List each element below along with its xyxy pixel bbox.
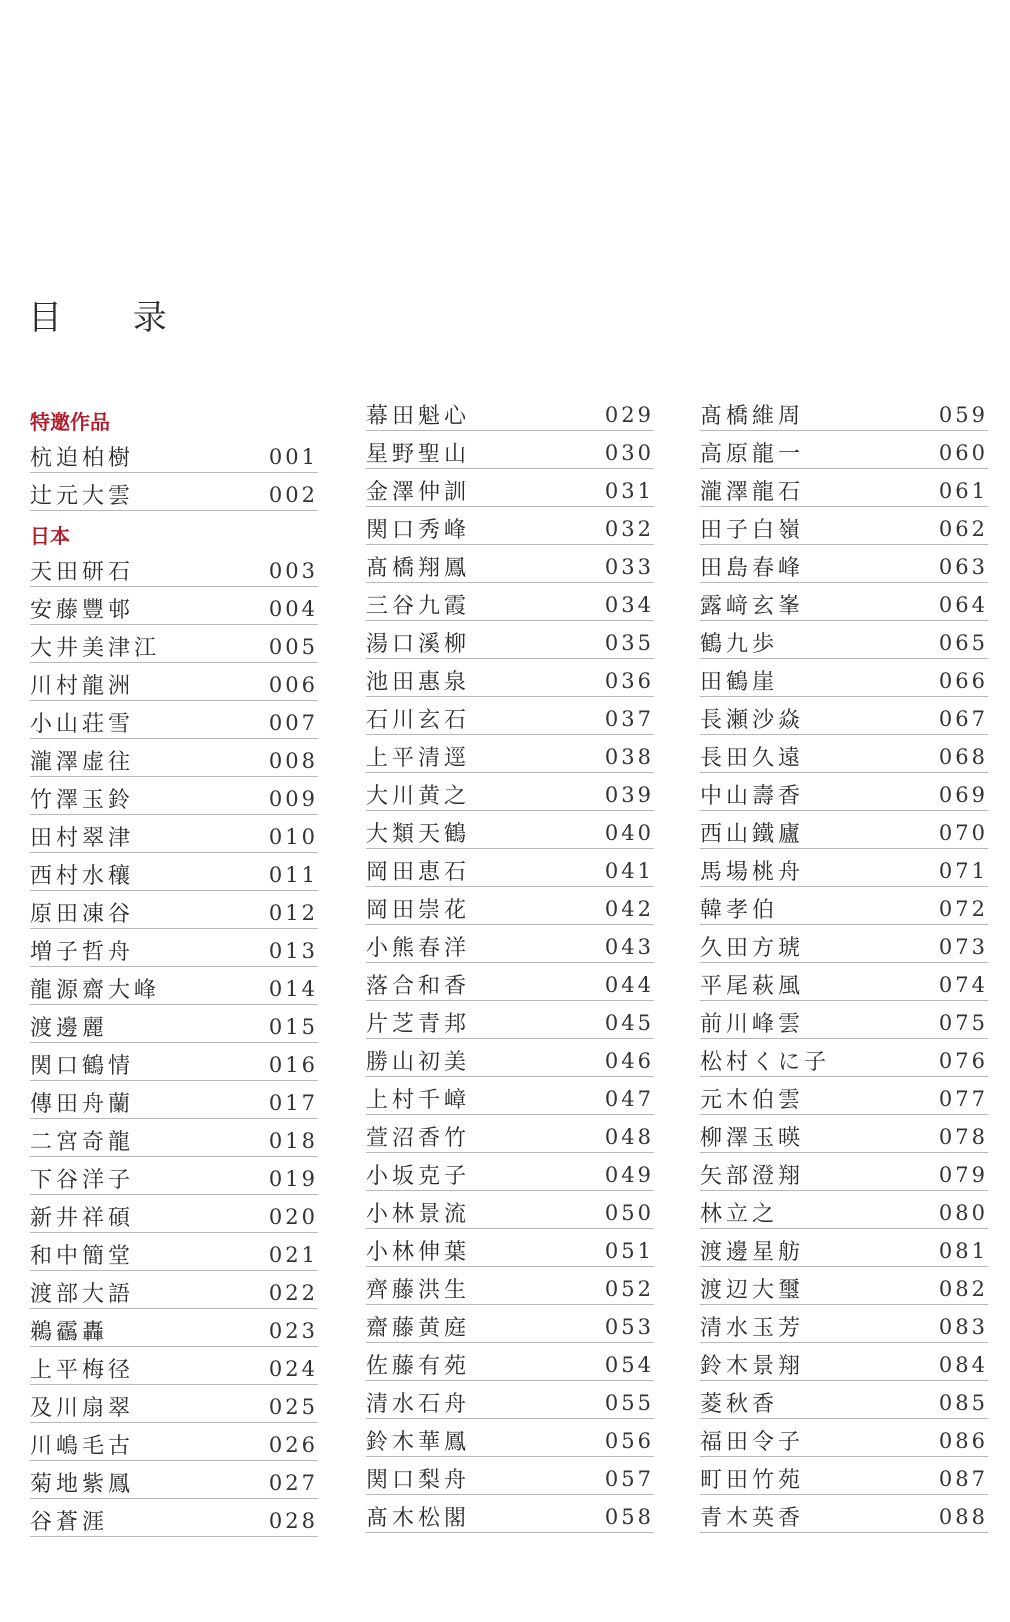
toc-entry	[700, 925, 988, 963]
toc-entry	[700, 887, 988, 925]
toc-entry	[700, 1229, 988, 1267]
entry-name: 大川黄之	[366, 784, 471, 809]
entry-name: 長田久遠	[700, 746, 805, 771]
entry-name: 二宮奇龍	[30, 1130, 135, 1155]
entry-name: 辻元大雲	[30, 484, 135, 509]
toc-entry	[700, 1343, 988, 1381]
toc-entry	[366, 399, 654, 431]
entry-page-number: 013	[268, 938, 318, 963]
entry-page-number: 020	[268, 1204, 318, 1229]
toc-entry	[30, 1157, 318, 1195]
entry-name: 高原龍一	[700, 442, 805, 467]
entry-page-number: 026	[268, 1432, 318, 1457]
toc-entry	[700, 1305, 988, 1343]
entry-name: 矢部澄翔	[700, 1164, 805, 1189]
entry-page-number: 018	[268, 1128, 318, 1153]
toc-entry	[30, 1499, 318, 1537]
toc-entry	[366, 1115, 654, 1153]
toc-entry	[366, 507, 654, 545]
entry-name: 清水玉芳	[700, 1316, 805, 1341]
entry-name: 柳澤玉暎	[700, 1126, 805, 1151]
entry-page-number: 088	[938, 1504, 988, 1529]
toc-entry	[366, 925, 654, 963]
entry-name: 元木伯雲	[700, 1088, 805, 1113]
toc-entry	[30, 701, 318, 739]
entry-page-number: 063	[938, 554, 988, 579]
entry-page-number: 041	[604, 858, 654, 883]
toc-entry	[700, 1495, 988, 1533]
entry-page-number: 075	[938, 1010, 988, 1035]
entry-name: 湯口溪柳	[366, 632, 471, 657]
toc-entry	[366, 735, 654, 773]
toc-entry	[700, 621, 988, 659]
toc-entry	[366, 811, 654, 849]
entry-name: 上村千嶂	[366, 1088, 471, 1113]
toc-entry	[700, 1381, 988, 1419]
toc-entry	[366, 1077, 654, 1115]
entry-page-number: 050	[604, 1200, 654, 1225]
entry-page-number: 059	[938, 402, 988, 427]
toc-entry	[700, 1153, 988, 1191]
entry-name: 和中簡堂	[30, 1244, 135, 1269]
entry-name: 田村翠津	[30, 826, 135, 851]
entry-name: 小山荘雪	[30, 712, 135, 737]
entry-page-number: 071	[938, 858, 988, 883]
toc-entry	[30, 1119, 318, 1157]
toc-entry	[366, 773, 654, 811]
entry-page-number: 008	[268, 748, 318, 773]
entry-page-number: 001	[268, 444, 318, 469]
entry-page-number: 035	[604, 630, 654, 655]
entry-page-number: 070	[938, 820, 988, 845]
toc-entry	[700, 507, 988, 545]
entry-page-number: 079	[938, 1162, 988, 1187]
entry-name: 瀧澤龍石	[700, 480, 805, 505]
entry-page-number: 068	[938, 744, 988, 769]
toc-entry	[30, 1309, 318, 1347]
entry-page-number: 052	[604, 1276, 654, 1301]
section-heading-featured: 特邀作品	[30, 410, 110, 434]
toc-entry	[366, 697, 654, 735]
toc-entry	[366, 1343, 654, 1381]
entry-name: 西村水穰	[30, 864, 135, 889]
toc-entry	[30, 929, 318, 967]
toc-column-2	[366, 402, 654, 1533]
toc-entry	[366, 583, 654, 621]
toc-entry	[366, 1191, 654, 1229]
entry-name: 岡田恵石	[366, 860, 471, 885]
entry-name: 福田令子	[700, 1430, 805, 1455]
entry-page-number: 039	[604, 782, 654, 807]
toc-entry	[700, 849, 988, 887]
toc-entry	[30, 473, 318, 511]
entry-page-number: 055	[604, 1390, 654, 1415]
entry-name: 大類天鶴	[366, 822, 471, 847]
entry-name: 石川玄石	[366, 708, 471, 733]
toc-entry	[30, 739, 318, 777]
entry-page-number: 017	[268, 1090, 318, 1115]
toc-entry	[30, 663, 318, 701]
entry-name: 関口梨舟	[366, 1468, 471, 1493]
toc-entry	[700, 735, 988, 773]
entry-name: 松村くに子	[700, 1050, 831, 1075]
entry-name: 関口鶴情	[30, 1054, 135, 1079]
entry-page-number: 029	[604, 402, 654, 427]
entry-name: 竹澤玉鈴	[30, 788, 135, 813]
entry-page-number: 027	[268, 1470, 318, 1495]
toc-entry	[30, 1423, 318, 1461]
entry-name: 安藤豐邨	[30, 598, 135, 623]
entry-page-number: 058	[604, 1504, 654, 1529]
entry-name: 原田凍谷	[30, 902, 135, 927]
entry-page-number: 066	[938, 668, 988, 693]
toc-entry	[366, 887, 654, 925]
entry-page-number: 014	[268, 976, 318, 1001]
entry-page-number: 032	[604, 516, 654, 541]
entry-name: 長瀬沙焱	[700, 708, 805, 733]
entry-page-number: 064	[938, 592, 988, 617]
entry-page-number: 047	[604, 1086, 654, 1111]
entry-page-number: 045	[604, 1010, 654, 1035]
entry-name: 田子白嶺	[700, 518, 805, 543]
entry-name: 髙橋翔鳳	[366, 556, 471, 581]
entry-name: 瀧澤虚往	[30, 750, 135, 775]
entry-name: 平尾萩風	[700, 974, 805, 999]
entry-page-number: 065	[938, 630, 988, 655]
entry-page-number: 078	[938, 1124, 988, 1149]
toc-entry	[700, 1115, 988, 1153]
entry-page-number: 076	[938, 1048, 988, 1073]
toc-entry	[30, 1271, 318, 1309]
toc-entry	[30, 1233, 318, 1271]
toc-entry	[700, 1191, 988, 1229]
toc-entry	[700, 773, 988, 811]
entry-page-number: 046	[604, 1048, 654, 1073]
toc-entry	[700, 659, 988, 697]
entry-name: 中山壽香	[700, 784, 805, 809]
entry-page-number: 062	[938, 516, 988, 541]
entry-name: 田島春峰	[700, 556, 805, 581]
entry-page-number: 073	[938, 934, 988, 959]
entry-name: 鵜靏轟	[30, 1320, 109, 1345]
toc-entry	[366, 545, 654, 583]
entry-name: 髙木松閣	[366, 1506, 471, 1531]
toc-entry	[366, 1305, 654, 1343]
entry-name: 川村龍洲	[30, 674, 135, 699]
entry-page-number: 003	[268, 558, 318, 583]
toc-entry	[30, 625, 318, 663]
entry-page-number: 081	[938, 1238, 988, 1263]
entry-name: 齊藤洪生	[366, 1278, 471, 1303]
entry-name: 勝山初美	[366, 1050, 471, 1075]
entry-name: 新井祥碩	[30, 1206, 135, 1231]
entry-name: 清水石舟	[366, 1392, 471, 1417]
entry-name: 小熊春洋	[366, 936, 471, 961]
entry-page-number: 034	[604, 592, 654, 617]
page-title: 目 录	[28, 298, 197, 338]
entry-page-number: 019	[268, 1166, 318, 1191]
entry-name: 片芝青邦	[366, 1012, 471, 1037]
toc-entry	[700, 469, 988, 507]
entry-name: 関口秀峰	[366, 518, 471, 543]
toc-entry	[30, 1461, 318, 1499]
toc-entry	[30, 777, 318, 815]
toc-entry	[700, 963, 988, 1001]
toc-entry	[366, 1495, 654, 1533]
toc-entry	[366, 431, 654, 469]
entry-name: 及川扇翠	[30, 1396, 135, 1421]
entry-page-number: 006	[268, 672, 318, 697]
toc-entry	[700, 811, 988, 849]
toc-entry	[366, 1381, 654, 1419]
entry-name: 谷蒼涯	[30, 1510, 109, 1535]
toc-entry	[30, 1195, 318, 1233]
entry-name: 龍源齋大峰	[30, 978, 161, 1003]
toc-entry	[30, 1005, 318, 1043]
entry-page-number: 031	[604, 478, 654, 503]
entry-name: 田鶴崖	[700, 670, 779, 695]
entry-page-number: 080	[938, 1200, 988, 1225]
entry-name: 大井美津江	[30, 636, 161, 661]
toc-entry	[700, 1457, 988, 1495]
entry-page-number: 069	[938, 782, 988, 807]
toc-entry	[366, 1001, 654, 1039]
entry-name: 天田研石	[30, 560, 135, 585]
toc-entry	[30, 891, 318, 929]
entry-name: 金澤仲訓	[366, 480, 471, 505]
entry-page-number: 072	[938, 896, 988, 921]
entry-name: 渡辺大璽	[700, 1278, 805, 1303]
entry-page-number: 022	[268, 1280, 318, 1305]
entry-name: 池田惠泉	[366, 670, 471, 695]
entry-page-number: 042	[604, 896, 654, 921]
entry-name: 上平清逕	[366, 746, 471, 771]
entry-name: 鶴九歩	[700, 632, 779, 657]
toc-entry	[30, 549, 318, 587]
entry-page-number: 007	[268, 710, 318, 735]
toc-entry	[366, 1267, 654, 1305]
toc-entry	[30, 1385, 318, 1423]
entry-page-number: 086	[938, 1428, 988, 1453]
toc-entry	[30, 967, 318, 1005]
toc-entry	[700, 583, 988, 621]
entry-page-number: 067	[938, 706, 988, 731]
toc-entry	[700, 1267, 988, 1305]
toc-entry	[366, 659, 654, 697]
toc-entry	[700, 1419, 988, 1457]
section-heading-japan: 日本	[30, 524, 70, 548]
entry-page-number: 085	[938, 1390, 988, 1415]
toc-entry	[366, 1039, 654, 1077]
entry-name: 岡田崇花	[366, 898, 471, 923]
toc-entry	[30, 587, 318, 625]
entry-page-number: 002	[268, 482, 318, 507]
entry-page-number: 077	[938, 1086, 988, 1111]
entry-name: 鈴木景翔	[700, 1354, 805, 1379]
toc-entry	[366, 1457, 654, 1495]
entry-name: 露﨑玄峯	[700, 594, 805, 619]
entry-name: 齋藤黄庭	[366, 1316, 471, 1341]
entry-page-number: 044	[604, 972, 654, 997]
entry-name: 小坂克子	[366, 1164, 471, 1189]
entry-name: 髙橋維周	[700, 404, 805, 429]
entry-name: 馬場桃舟	[700, 860, 805, 885]
entry-name: 傳田舟蘭	[30, 1092, 135, 1117]
entry-name: 前川峰雲	[700, 1012, 805, 1037]
toc-entry	[700, 545, 988, 583]
entry-page-number: 004	[268, 596, 318, 621]
toc-entry	[366, 621, 654, 659]
entry-name: 佐藤有苑	[366, 1354, 471, 1379]
entry-page-number: 082	[938, 1276, 988, 1301]
entry-page-number: 033	[604, 554, 654, 579]
toc-entry	[30, 1081, 318, 1119]
entry-page-number: 051	[604, 1238, 654, 1263]
entry-name: 三谷九霞	[366, 594, 471, 619]
entry-page-number: 025	[268, 1394, 318, 1419]
entry-page-number: 056	[604, 1428, 654, 1453]
entry-page-number: 083	[938, 1314, 988, 1339]
toc-column-3	[700, 402, 988, 1533]
entry-page-number: 049	[604, 1162, 654, 1187]
toc-entry	[700, 697, 988, 735]
entry-page-number: 053	[604, 1314, 654, 1339]
toc-entry	[700, 431, 988, 469]
entry-name: 小林伸葉	[366, 1240, 471, 1265]
entry-page-number: 087	[938, 1466, 988, 1491]
entry-name: 小林景流	[366, 1202, 471, 1227]
entry-name: 渡邊星舫	[700, 1240, 805, 1265]
entry-page-number: 012	[268, 900, 318, 925]
entry-name: 菊地紫鳳	[30, 1472, 135, 1497]
toc-entry	[30, 1043, 318, 1081]
toc-entry	[366, 1229, 654, 1267]
toc-entry	[366, 1419, 654, 1457]
entry-page-number: 009	[268, 786, 318, 811]
toc-entry	[30, 853, 318, 891]
entry-page-number: 011	[268, 862, 318, 887]
toc-entry	[700, 1077, 988, 1115]
entry-page-number: 016	[268, 1052, 318, 1077]
entry-name: 渡部大語	[30, 1282, 135, 1307]
entry-page-number: 048	[604, 1124, 654, 1149]
toc-entry	[30, 435, 318, 473]
toc-entry	[366, 1153, 654, 1191]
toc-entry	[700, 399, 988, 431]
entry-page-number: 024	[268, 1356, 318, 1381]
entry-page-number: 010	[268, 824, 318, 849]
toc-entry	[700, 1001, 988, 1039]
entry-name: 久田方琥	[700, 936, 805, 961]
entry-page-number: 023	[268, 1318, 318, 1343]
entry-page-number: 060	[938, 440, 988, 465]
entry-name: 鈴木華鳳	[366, 1430, 471, 1455]
entry-name: 増子哲舟	[30, 940, 135, 965]
toc-entry	[30, 815, 318, 853]
entry-name: 落合和香	[366, 974, 471, 999]
toc-entry	[366, 469, 654, 507]
entry-page-number: 036	[604, 668, 654, 693]
toc-entry	[366, 849, 654, 887]
entry-name: 川嶋毛古	[30, 1434, 135, 1459]
entry-name: 星野聖山	[366, 442, 471, 467]
entry-page-number: 057	[604, 1466, 654, 1491]
entry-page-number: 030	[604, 440, 654, 465]
entry-page-number: 054	[604, 1352, 654, 1377]
entry-page-number: 084	[938, 1352, 988, 1377]
toc-entry	[30, 1347, 318, 1385]
entry-page-number: 074	[938, 972, 988, 997]
entry-page-number: 038	[604, 744, 654, 769]
toc-column-1	[30, 405, 318, 1537]
entry-name: 西山鐵廬	[700, 822, 805, 847]
entry-page-number: 040	[604, 820, 654, 845]
entry-page-number: 015	[268, 1014, 318, 1039]
entry-page-number: 028	[268, 1508, 318, 1533]
entry-page-number: 005	[268, 634, 318, 659]
entry-page-number: 043	[604, 934, 654, 959]
entry-name: 上平梅径	[30, 1358, 135, 1383]
entry-page-number: 021	[268, 1242, 318, 1267]
entry-name: 下谷洋子	[30, 1168, 135, 1193]
entry-name: 杭迫柏樹	[30, 446, 135, 471]
entry-name: 萱沼香竹	[366, 1126, 471, 1151]
entry-name: 菱秋香	[700, 1392, 779, 1417]
entry-name: 幕田魁心	[366, 404, 471, 429]
entry-name: 青木英香	[700, 1506, 805, 1531]
toc-entry	[366, 963, 654, 1001]
entry-name: 町田竹苑	[700, 1468, 805, 1493]
entry-name: 林立之	[700, 1202, 779, 1227]
toc-entry	[700, 1039, 988, 1077]
entry-name: 渡邊麗	[30, 1016, 109, 1041]
entry-name: 韓孝伯	[700, 898, 779, 923]
entry-page-number: 061	[938, 478, 988, 503]
entry-page-number: 037	[604, 706, 654, 731]
